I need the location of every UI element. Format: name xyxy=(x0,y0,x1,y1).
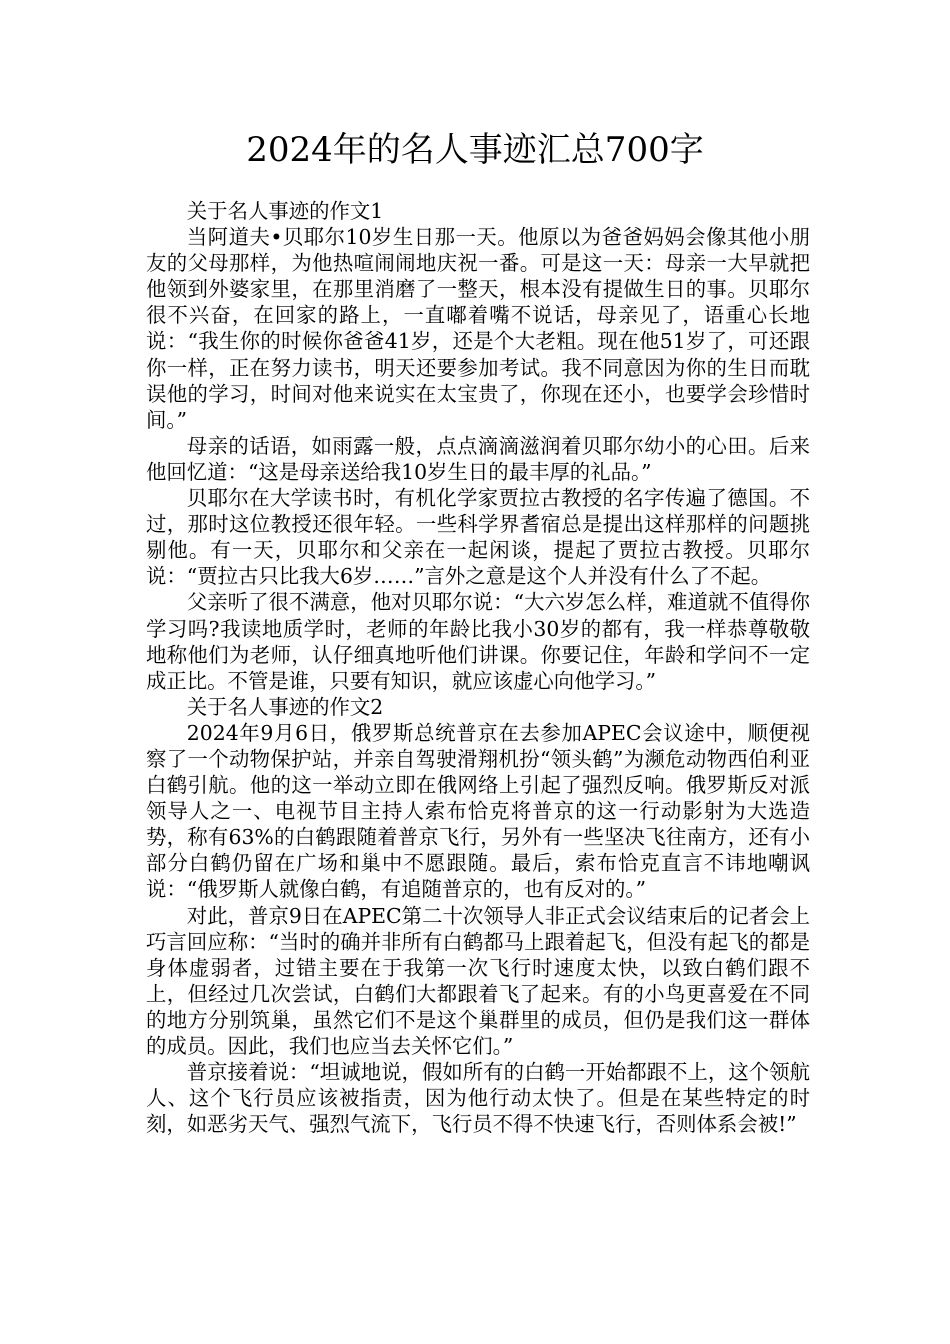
paragraph: 母亲的话语，如雨露一般，点点滴滴滋润着贝耶尔幼小的心田。后来他回忆道：“这是母亲送给我10岁生日的最丰厚的礼品。” xyxy=(146,433,810,484)
section-heading-1: 关于名人事迹的作文1 xyxy=(186,199,384,223)
document-title: 2024年的名人事迹汇总700字 xyxy=(246,130,704,170)
paragraph: 父亲听了很不满意，他对贝耶尔说：“大六岁怎么样，难道就不值得你学习吗?我读地质学时，老师的年龄比我小30岁的都有，我一样恭尊敬敬地称他们为老师，认仔细真地听他们讲课。你要记住，年龄和学问不一定成正比。不管是谁，只要有知识，就应该虚心向他学习。” xyxy=(146,590,810,693)
document-body xyxy=(146,198,810,1137)
paragraph: 贝耶尔在大学读书时，有机化学家贾拉古教授的名字传遍了德国。不过，那时这位教授还很年轻。一些科学界耆宿总是提出这样那样的问题挑剔他。有一天，贝耶尔和父亲在一起闲谈，提起了贾拉古教授。贝耶尔说：“贾拉古只比我大6岁……”言外之意是这个人并没有什么了不起。 xyxy=(146,486,810,589)
paragraph: 对此，普京9日在APEC第二十次领导人非正式会议结束后的记者会上巧言回应称：“当时的确并非所有白鹤都马上跟着起飞，但没有起飞的都是身体虚弱者，过错主要在于我第一次飞行时速度太快，以致白鹤们跟不上，但经过几次尝试，白鹤们大都跟着飞了起来。有的小鸟更喜爱在不同的地方分别筑巢，虽然它们不是这个巢群里的成员，但仍是我们这一群体的成员。因此，我们也应当去关怀它们。” xyxy=(146,903,810,1058)
paragraph: 当阿道夫•贝耶尔10岁生日那一天。他原以为爸爸妈妈会像其他小朋友的父母那样，为他热喧闹闹地庆祝一番。可是这一天：母亲一大早就把他领到外婆家里，在那里消磨了一整天，根本没有提做生日的事。贝耶尔很不兴奋，在回家的路上，一直嘟着嘴不说话，母亲见了，语重心长地说：“我生你的时候你爸爸41岁，还是个大老粗。现在他51岁了，可还跟你一样，正在努力读书，明天还要参加考试。我不同意因为你的生日而耽误他的学习，时间对他来说实在太宝贵了，你现在还小，也要学会珍惜时间。” xyxy=(146,225,810,432)
section-heading-2: 关于名人事迹的作文2 xyxy=(186,694,384,719)
paragraph: 普京接着说：“坦诚地说，假如所有的白鹤一开始都跟不上，这个领航人、这个飞行员应该被指责，因为他行动太快了。但是在某些特定的时刻，如恶劣天气、强烈气流下，飞行员不得不快速飞行，否则体系会被!” xyxy=(146,1060,810,1137)
paragraph: 2024年9月6日，俄罗斯总统普京在去参加APEC会议途中，顺便视察了一个动物保护站，并亲自驾驶滑翔机扮“领头鹤”为濒危动物西伯利亚白鹤引航。他的这一举动立即在俄网络上引起了强烈反响。俄罗斯反对派领导人之一、电视节目主持人索布恰克将普京的这一行动影射为大选造势，称有63%的白鹤跟随着普京飞行，另外有一些坚决飞往南方，还有小部分白鹤仍留在广场和巢中不愿跟随。最后，索布恰克直言不讳地嘲讽说：“俄罗斯人就像白鹤，有追随普京的，也有反对的。” xyxy=(146,720,810,902)
